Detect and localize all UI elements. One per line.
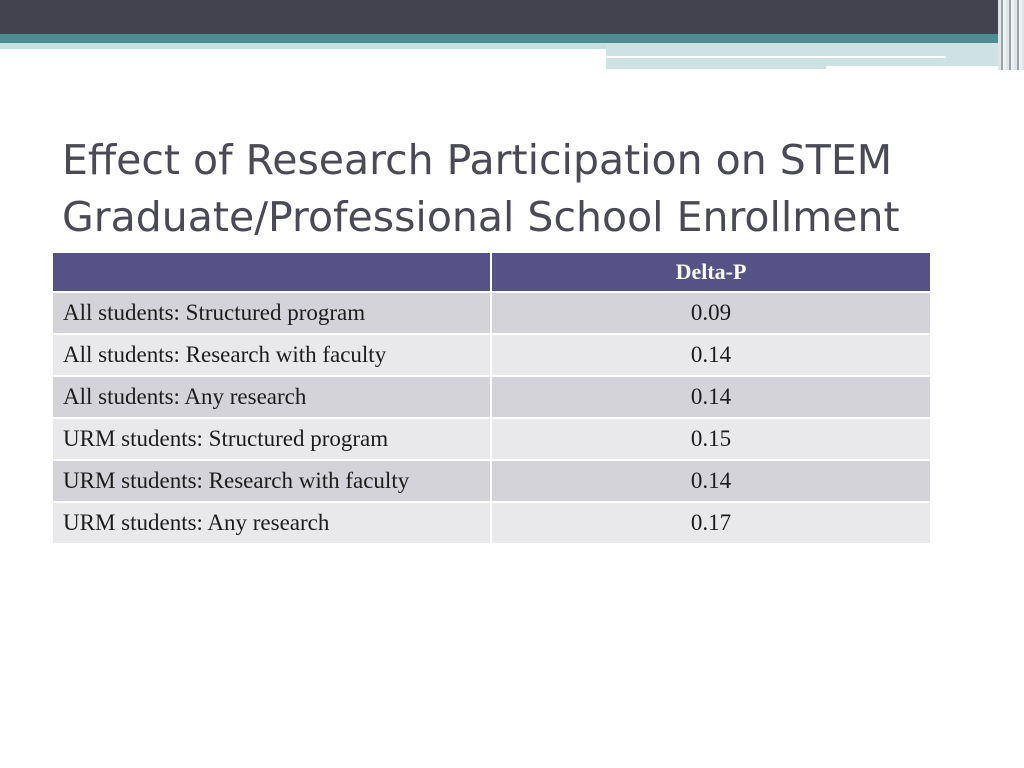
accent-divider-line <box>606 56 946 58</box>
table-row <box>53 419 930 459</box>
slide-title <box>62 132 982 246</box>
row-label: URM students: Research with faculty <box>53 461 490 501</box>
teal-accent-band <box>0 34 1000 43</box>
table-header-row <box>53 253 930 291</box>
slide-title-line-1: Effect of Research Participation on STEM <box>62 136 893 184</box>
table-row <box>53 503 930 543</box>
row-value: 0.14 <box>492 377 930 417</box>
header-cell-delta-p: Delta-P <box>492 253 930 291</box>
row-value: 0.17 <box>492 503 930 543</box>
row-label: URM students: Structured program <box>53 419 490 459</box>
table-row <box>53 377 930 417</box>
table-row <box>53 293 930 333</box>
row-label: All students: Research with faculty <box>53 335 490 375</box>
row-value: 0.14 <box>492 461 930 501</box>
accent-underline <box>606 66 826 69</box>
row-value: 0.15 <box>492 419 930 459</box>
row-value: 0.09 <box>492 293 930 333</box>
delta-p-table <box>51 251 932 545</box>
table-row <box>53 335 930 375</box>
row-label: URM students: Any research <box>53 503 490 543</box>
row-value: 0.14 <box>492 335 930 375</box>
row-label: All students: Any research <box>53 377 490 417</box>
slide-title-line-2: Graduate/Professional School Enrollment <box>62 193 900 241</box>
top-decoration-bar <box>0 0 1024 34</box>
table-row <box>53 461 930 501</box>
stepped-accent-band <box>606 43 1000 66</box>
edge-stripe-decoration <box>998 0 1024 70</box>
header-cell-label <box>53 253 490 291</box>
row-label: All students: Structured program <box>53 293 490 333</box>
